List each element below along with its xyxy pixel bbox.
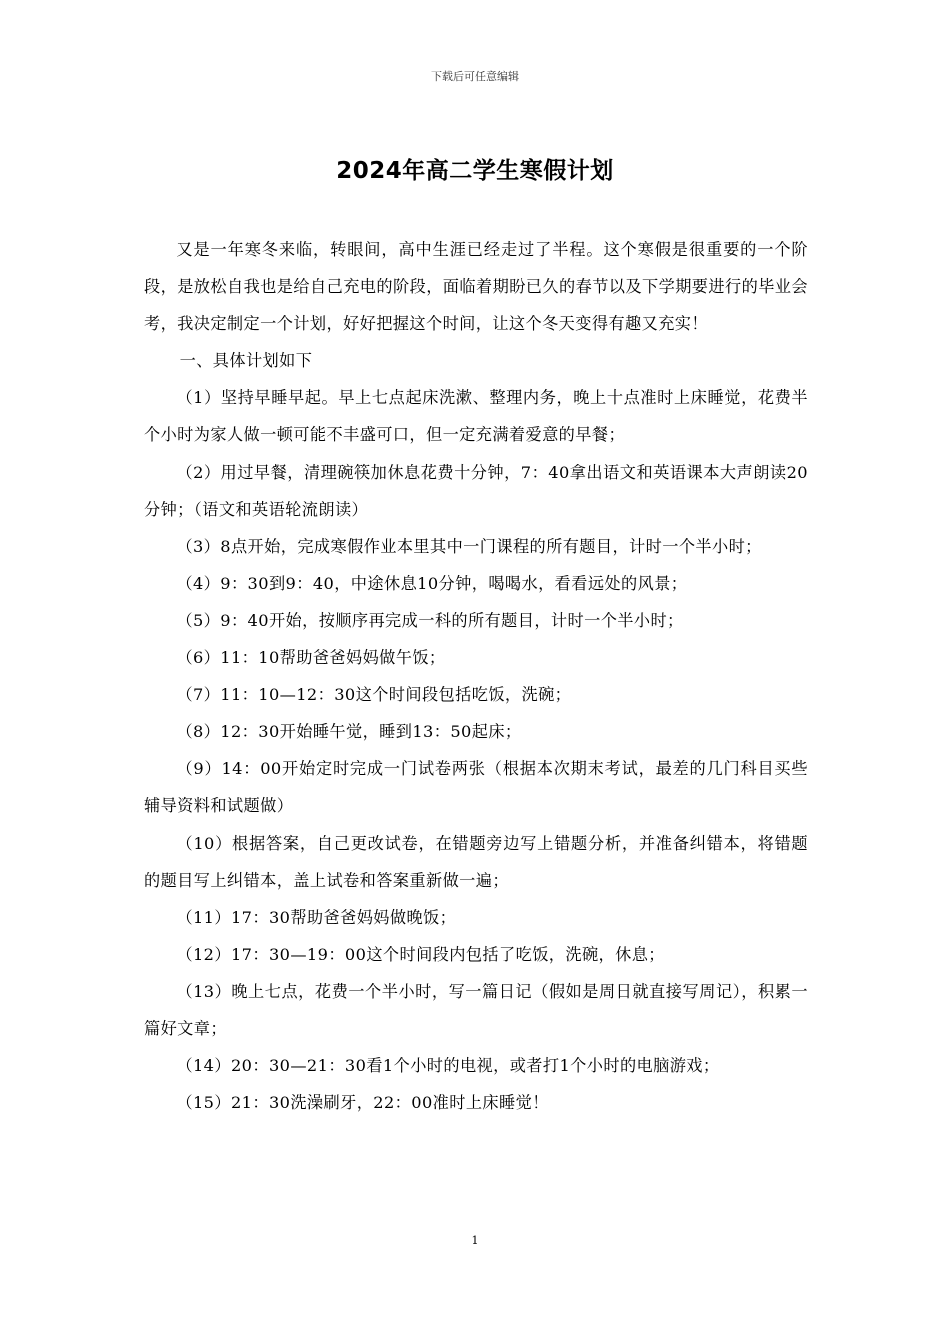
plan-item: （1）坚持早睡早起。早上七点起床洗漱、整理内务，晚上十点准时上床睡觉，花费半个小时为家人做一顿可能不丰盛可口，但一定充满着爱意的早餐； [144, 388, 808, 445]
plan-item: （7）11：10—12：30这个时间段包括吃饭，洗碗； [176, 685, 572, 705]
document-body [144, 231, 808, 1121]
section-heading: 一、具体计划如下 [179, 351, 313, 371]
plan-item: （14）20：30—21：30看1个小时的电视，或者打1个小时的电脑游戏； [176, 1056, 720, 1076]
plan-item: （3）8点开始，完成寒假作业本里其中一门课程的所有题目，计时一个半小时； [176, 536, 762, 556]
page-header: 下载后可任意编辑 [431, 70, 519, 83]
plan-item: （11）17：30帮助爸爸妈妈做晚饭； [176, 907, 457, 927]
plan-item: （12）17：30—19：00这个时间段内包括了吃饭，洗碗，休息； [176, 944, 665, 964]
plan-item: （6）11：10帮助爸爸妈妈做午饭； [176, 648, 446, 668]
plan-item: （13）晚上七点，花费一个半小时，写一篇日记（假如是周日就直接写周记），积累一篇好文章； [144, 981, 808, 1038]
intro-paragraph: 又是一年寒冬来临，转眼间，高中生涯已经走过了半程。这个寒假是很重要的一个阶段，是放松自我也是给自己充电的阶段，面临着期盼已久的春节以及下学期要进行的毕业会考，我决定制定一个计划，好好把握这个时间，让这个冬天变得有趣又充实！ [144, 240, 808, 334]
plan-item: （5）9：40开始，按顺序再完成一科的所有题目，计时一个半小时； [176, 610, 684, 630]
plan-item: （2）用过早餐，清理碗筷加休息花费十分钟，7：40拿出语文和英语课本大声朗读20分钟；（语文和英语轮流朗读） [144, 462, 808, 519]
document-title: 2024年高二学生寒假计划 [336, 158, 614, 184]
plan-item: （8）12：30开始睡午觉，睡到13：50起床； [176, 722, 522, 742]
page-number: 1 [471, 1234, 479, 1247]
plan-item: （15）21：30洗澡刷牙，22：00准时上床睡觉！ [176, 1093, 549, 1113]
plan-item: （4）9：30到9：40，中途休息10分钟，喝喝水，看看远处的风景； [176, 573, 688, 593]
plan-item: （9）14：00开始定时完成一门试卷两张（根据本次期末考试，最差的几门科目买些辅导资料和试题做） [144, 759, 808, 816]
plan-item: （10）根据答案，自己更改试卷，在错题旁边写上错题分析，并准备纠错本，将错题的题目写上纠错本，盖上试卷和答案重新做一遍； [144, 833, 808, 890]
